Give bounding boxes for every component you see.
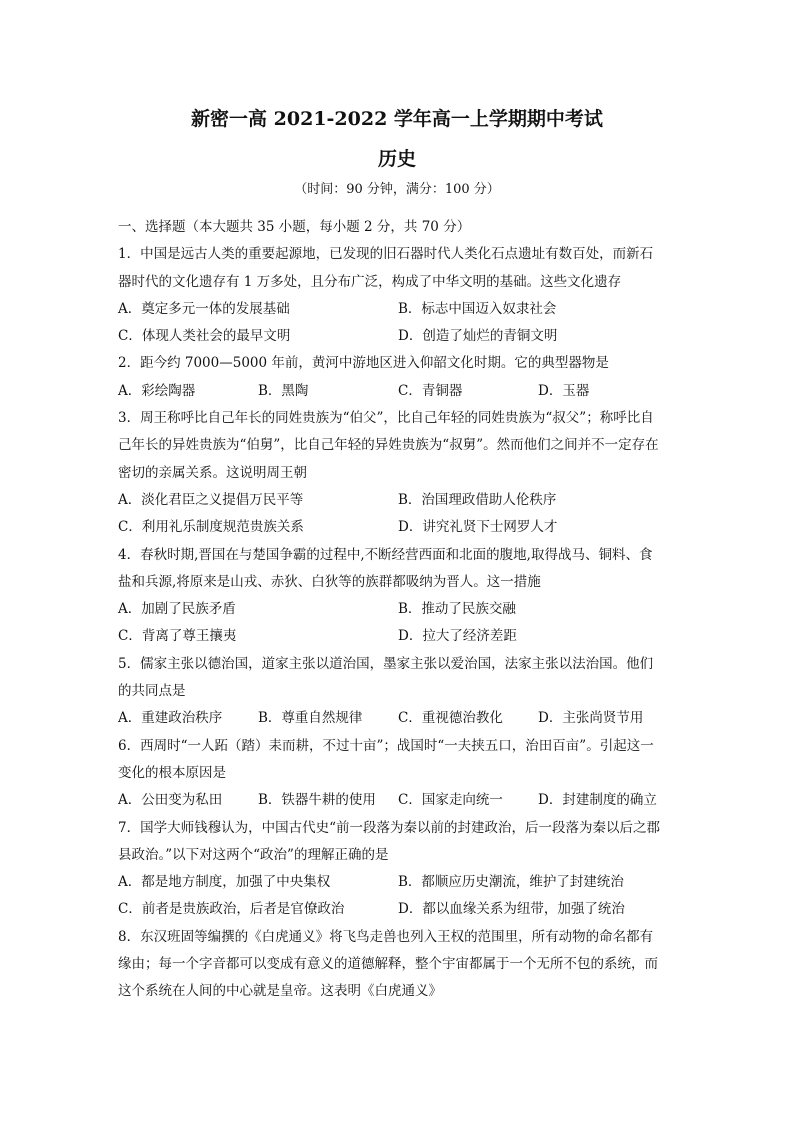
- question-1-stem: 1．中国是远古人类的重要起源地，已发现的旧石器时代人类化石点遗址有数百处，而新石: [118, 246, 654, 263]
- option-b: B．铁器牛耕的使用: [258, 792, 376, 809]
- option-a: A．加剧了民族矛盾: [118, 601, 236, 618]
- subject-title: 历史: [377, 148, 416, 170]
- option-c: C．背离了尊王攘夷: [118, 628, 237, 645]
- question-6-options-row: [118, 787, 678, 814]
- question-4-options-row: [118, 623, 678, 650]
- question-4-stem: 盐和兵源,将原来是山戎、赤狄、白狄等的族群都吸纳为晋人。这一措施: [118, 573, 541, 590]
- option-a: A．淡化君臣之义提倡万民平等: [118, 491, 304, 508]
- question-5-stem: 的共同点是: [118, 683, 186, 700]
- question-7-options-row: [118, 869, 678, 896]
- question-5-stem: 5．儒家主张以德治国，道家主张以道治国，墨家主张以爱治国，法家主张以法治国。他们: [118, 655, 654, 672]
- option-b: B．推动了民族交融: [398, 601, 516, 618]
- option-b: B．尊重自然规律: [258, 710, 363, 727]
- option-c: C．利用礼乐制度规范贵族关系: [118, 519, 304, 536]
- option-a: A．都是地方制度，加强了中央集权: [118, 874, 331, 891]
- question-1-options-row: [118, 296, 678, 323]
- option-a: A．公田变为私田: [118, 792, 223, 809]
- question-4-options-row: [118, 596, 678, 623]
- question-4-stem: 4．春秋时期,晋国在与楚国争霸的过程中,不断经营西面和北面的腹地,取得战马、铜料、食: [118, 546, 653, 563]
- option-c: C．前者是贵族政治，后者是官僚政治: [118, 901, 345, 918]
- question-7-options-row: [118, 896, 678, 923]
- option-a: A．重建政治秩序: [118, 710, 223, 727]
- section-heading: 一、选择题（本大题共 35 小题，每小题 2 分，共 70 分）: [118, 219, 471, 235]
- option-d: D．封建制度的确立: [538, 792, 657, 809]
- option-d: D．讲究礼贤下士网罗人才: [398, 519, 558, 536]
- question-1-options-row: [118, 323, 678, 350]
- question-5-options-row: [118, 705, 678, 732]
- option-d: D．创造了灿烂的青铜文明: [398, 328, 558, 345]
- question-7-stem: 县政治。”以下对这两个“政治”的理解正确的是: [118, 846, 389, 863]
- question-3-options-row: [118, 487, 678, 514]
- option-b: B．治国理政借助人伦秩序: [398, 491, 557, 508]
- option-b: B．黑陶: [258, 382, 309, 399]
- option-b: B．标志中国迈入奴隶社会: [398, 300, 557, 317]
- question-1-stem: 器时代的文化遗存有 1 万多处，且分布广泛，构成了中华文明的基础。这些文化遗存: [118, 273, 622, 290]
- option-c: C．国家走向统一: [398, 792, 503, 809]
- exam-title: 新密一高 2021-2022 学年高一上学期期中考试: [191, 108, 603, 130]
- question-6-stem: 6．西周时“一人跖（踏）耒而耕，不过十亩”；战国时“一夫挟五口，治田百亩”。引起这一: [118, 737, 654, 754]
- option-c: C．青铜器: [398, 382, 463, 399]
- question-8-stem: 缘由；每一个字音都可以变成有意义的道德解释，整个宇宙都属于一个无所不包的系统，而: [118, 956, 658, 973]
- question-3-stem: 己年长的异姓贵族为“伯舅”，比自己年轻的异姓贵族为“叔舅”。然而他们之间并不一定存在: [118, 437, 659, 454]
- question-6-stem: 变化的根本原因是: [118, 764, 226, 781]
- option-d: D．主张尚贤节用: [538, 710, 644, 727]
- option-c: C．体现人类社会的最早文明: [118, 328, 291, 345]
- question-8-stem: 8．东汉班固等编撰的《白虎通义》将飞鸟走兽也列入王权的范围里，所有动物的命名都有: [118, 928, 654, 945]
- option-d: D．拉大了经济差距: [398, 628, 517, 645]
- question-7-stem: 7．国学大师钱穆认为，中国古代史“前一段落为秦以前的封建政治，后一段落为秦以后之郡: [118, 819, 660, 836]
- option-a: A．奠定多元一体的发展基础: [118, 300, 290, 317]
- exam-meta: （时间：90 分钟，满分：100 分）: [294, 182, 500, 197]
- question-3-stem: 密切的亲属关系。这说明周王朝: [118, 464, 307, 481]
- question-3-stem: 3．周王称呼比自己年长的同姓贵族为“伯父”，比自己年轻的同姓贵族为“叔父”；称呼比自: [118, 410, 654, 427]
- question-2-options-row: [118, 378, 678, 405]
- option-d: D．玉器: [538, 382, 590, 399]
- option-a: A．彩绘陶器: [118, 382, 196, 399]
- question-3-options-row: [118, 514, 678, 541]
- question-8-stem: 这个系统在人间的中心就是皇帝。这表明《白虎通义》: [118, 983, 442, 1000]
- option-b: B．都顺应历史潮流，维护了封建统治: [398, 874, 624, 891]
- option-c: C．重视德治教化: [398, 710, 503, 727]
- exam-content: [118, 214, 678, 1006]
- question-2-stem: 2．距今约 7000—5000 年前，黄河中游地区进入仰韶文化时期。它的典型器物是: [118, 355, 609, 372]
- option-d: D．都以血缘关系为纽带，加强了统治: [398, 901, 625, 918]
